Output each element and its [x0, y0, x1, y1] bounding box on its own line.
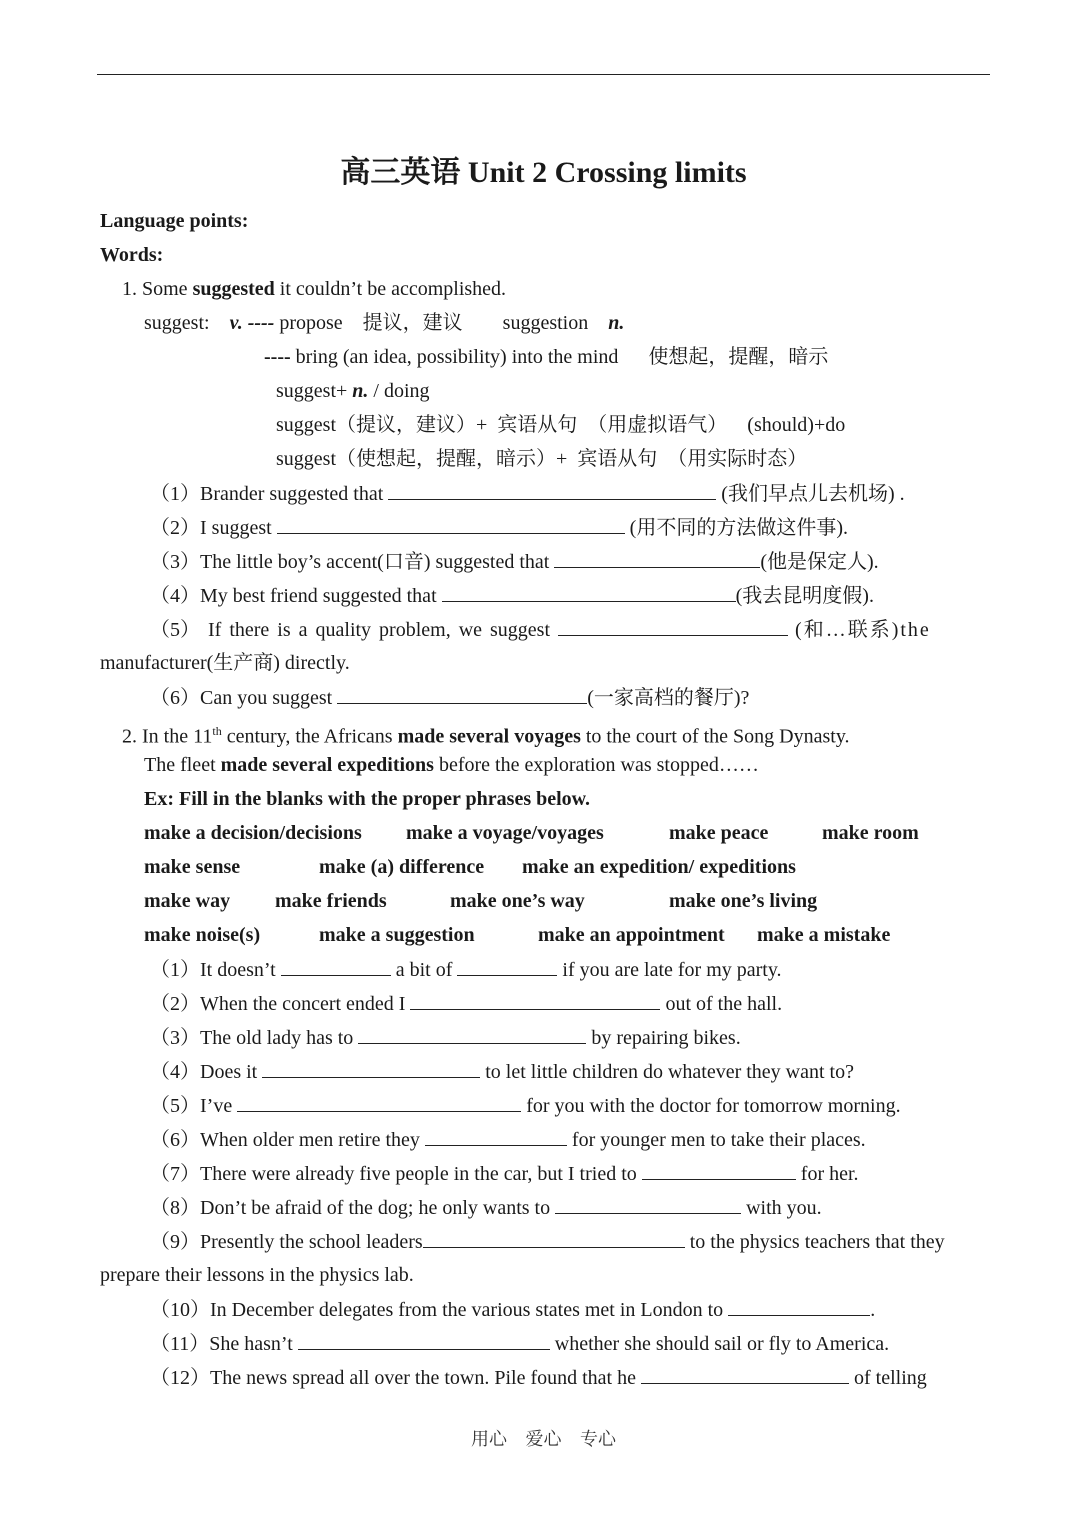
pattern1-post: / doing — [368, 380, 430, 402]
exercise-1-4 — [150, 583, 874, 608]
item1-sentence — [122, 277, 506, 301]
superscript: th — [212, 724, 222, 738]
exercise-text: （4）My best friend suggested that — [150, 585, 442, 607]
answer-blank[interactable] — [237, 1093, 521, 1112]
phrase: make peace — [669, 822, 769, 844]
phrase: make one’s living — [669, 890, 818, 912]
exercise-hint: (我去昆明度假). — [735, 585, 874, 607]
exercise-2-12 — [150, 1365, 927, 1390]
exercise-text: （1）Brander suggested that — [150, 483, 389, 505]
exercise-text: （11）She hasn’t — [150, 1333, 298, 1355]
phrase: make (a) difference — [319, 856, 485, 878]
item2-number: 2. — [122, 725, 137, 748]
suggest-pattern-2: suggest（提议，建议）+ 宾语从句 （用虚拟语气） (should)+do — [276, 414, 846, 436]
heading-words: Words: — [100, 244, 164, 266]
phrase: make room — [822, 822, 919, 844]
phrase: make one’s way — [450, 890, 585, 912]
item1-number: 1. — [122, 278, 137, 300]
exercise-2-2 — [150, 991, 782, 1016]
phrase: make a mistake — [757, 924, 891, 946]
answer-blank[interactable] — [554, 549, 760, 568]
exercise-hint: (我们早点儿去机场) . — [716, 483, 905, 505]
pattern1-pos: n. — [352, 380, 369, 402]
exercise-text: for you with the doctor for tomorrow morning. — [521, 1095, 901, 1117]
answer-blank[interactable] — [281, 957, 391, 976]
exercise-2-9 — [150, 1229, 945, 1254]
item2-sentence — [122, 719, 850, 749]
exercise-text: if you are late for my party. — [557, 959, 782, 981]
exercise-text: a bit of — [390, 959, 458, 981]
def-label: suggest: — [144, 312, 210, 334]
exercise-text: to the physics teachers that they — [684, 1231, 945, 1253]
exercise-2-10 — [150, 1297, 875, 1322]
exercise-2-5 — [150, 1093, 901, 1118]
item2-keyword: made several voyages — [397, 725, 581, 748]
suggest-pattern-1 — [276, 379, 430, 403]
exercise-text: （5） If there is a quality problem, we suggest — [150, 619, 559, 641]
answer-blank[interactable] — [388, 481, 716, 500]
exercise-text: for her. — [795, 1163, 859, 1185]
answer-blank[interactable] — [442, 583, 736, 602]
exercise-text: （6）When older men retire they — [150, 1129, 425, 1151]
exercise-text: （2）I suggest — [150, 517, 277, 539]
exercise-text: whether she should sail or fly to America. — [549, 1333, 890, 1355]
phrase: make a suggestion — [319, 924, 475, 946]
answer-blank[interactable] — [423, 1229, 685, 1248]
exercise-text: out of the hall. — [660, 993, 783, 1015]
exercise-text: （10）In December delegates from the various states met in London to — [150, 1299, 729, 1321]
suggest-definition-1 — [144, 311, 624, 335]
exercise-2-7 — [150, 1161, 859, 1186]
exercise-text: with you. — [741, 1197, 822, 1219]
answer-blank[interactable] — [358, 1025, 586, 1044]
item2-l2-keyword: made several expeditions — [220, 754, 434, 776]
suggest-pattern-3: suggest（使想起，提醒，暗示）+ 宾语从句 （用实际时态） — [276, 448, 808, 470]
exercise-text: . — [870, 1299, 876, 1321]
exercise-text: （8）Don’t be afraid of the dog; he only wants to — [150, 1197, 556, 1219]
phrase: make a voyage/voyages — [406, 822, 604, 844]
exercise-2-11 — [150, 1331, 889, 1356]
phrase: make sense — [144, 856, 241, 878]
def-pos-n: n. — [608, 312, 625, 334]
answer-blank[interactable] — [558, 617, 788, 636]
phrase: make friends — [275, 890, 387, 912]
exercise-text: （9）Presently the school leaders — [150, 1231, 423, 1253]
def-text-2: bring (an idea, possibility) into the mind 使想起，提醒，暗示 — [290, 346, 829, 368]
exercise-1-6 — [150, 685, 749, 710]
exercise-hint: (他是保定人). — [760, 551, 879, 573]
exercise-1-5 — [150, 617, 931, 642]
exercise-2-3 — [150, 1025, 741, 1050]
exercise-heading: Ex: Fill in the blanks with the proper phrases below. — [144, 788, 590, 810]
exercise-1-2 — [150, 515, 848, 540]
answer-blank[interactable] — [642, 1161, 796, 1180]
exercise-text: （2）When the concert ended I — [150, 993, 411, 1015]
exercise-2-9-cont: prepare their lessons in the physics lab. — [100, 1264, 414, 1286]
item2-text-mid: century, the Africans — [221, 725, 398, 748]
exercise-1-1 — [150, 481, 905, 506]
exercise-text: （3）The little boy’s accent(口音) suggested that — [150, 551, 555, 573]
page-footer: 用心 爱心 专心 — [471, 1429, 616, 1449]
exercise-text: （6）Can you suggest — [150, 687, 338, 709]
header-rule — [97, 74, 990, 75]
exercise-text: （12）The news spread all over the town. Pile found that he — [150, 1367, 641, 1389]
phrase: make a decision/decisions — [144, 822, 362, 844]
exercise-1-3 — [150, 549, 879, 574]
item1-keyword: suggested — [192, 278, 275, 300]
phrase: make noise(s) — [144, 924, 261, 946]
exercise-text: （1）It doesn’t — [150, 959, 281, 981]
item2-text-post: to the court of the Song Dynasty. — [580, 725, 850, 748]
def2-dash: ---- — [264, 346, 291, 368]
exercise-text: （4）Does it — [150, 1061, 263, 1083]
answer-blank[interactable] — [298, 1331, 550, 1350]
item1-text-pre: Some — [142, 278, 193, 300]
exercise-2-6 — [150, 1127, 866, 1152]
exercise-2-1 — [150, 957, 782, 982]
answer-blank[interactable] — [277, 515, 625, 534]
item1-text-post: it couldn’t be accomplished. — [274, 278, 507, 300]
item2-l2-pre: The fleet — [144, 754, 221, 776]
exercise-text: （7）There were already five people in the car, but I tried to — [150, 1163, 642, 1185]
item2-text-pre: In the 11 — [142, 725, 213, 748]
exercise-hint: (和…联系)the — [788, 619, 931, 641]
answer-blank[interactable] — [555, 1195, 741, 1214]
exercise-text: by repairing bikes. — [586, 1027, 741, 1049]
item2-l2-post: before the exploration was stopped…… — [433, 754, 759, 776]
exercise-text: of telling — [849, 1367, 927, 1389]
answer-blank[interactable] — [457, 957, 557, 976]
exercise-hint: (用不同的方法做这件事). — [624, 517, 848, 539]
item2-sentence-2 — [144, 753, 759, 777]
answer-blank[interactable] — [425, 1127, 567, 1146]
phrase: make an appointment — [538, 924, 725, 946]
page-title: 高三英语 Unit 2 Crossing limits — [340, 156, 747, 189]
pattern1-pre: suggest+ — [276, 380, 353, 402]
answer-blank[interactable] — [728, 1297, 870, 1316]
answer-blank[interactable] — [641, 1365, 849, 1384]
exercise-text: for younger men to take their places. — [566, 1129, 866, 1151]
exercise-2-8 — [150, 1195, 822, 1220]
exercise-text: （3）The old lady has to — [150, 1027, 359, 1049]
def-pos-v: v. ---- — [229, 312, 275, 334]
def-text-1: propose 提议，建议 suggestion — [274, 312, 609, 334]
phrase: make an expedition/ expeditions — [522, 856, 796, 878]
exercise-hint: (一家高档的餐厅)? — [587, 687, 750, 709]
answer-blank[interactable] — [262, 1059, 480, 1078]
exercise-text: （5）I’ve — [150, 1095, 238, 1117]
suggest-definition-2 — [264, 345, 828, 369]
answer-blank[interactable] — [337, 685, 587, 704]
heading-language-points: Language points: — [100, 210, 249, 232]
exercise-1-5-cont: manufacturer(生产商) directly. — [100, 652, 350, 674]
phrase: make way — [144, 890, 231, 912]
exercise-2-4 — [150, 1059, 854, 1084]
exercise-text: to let little children do whatever they want to? — [480, 1061, 854, 1083]
answer-blank[interactable] — [410, 991, 660, 1010]
